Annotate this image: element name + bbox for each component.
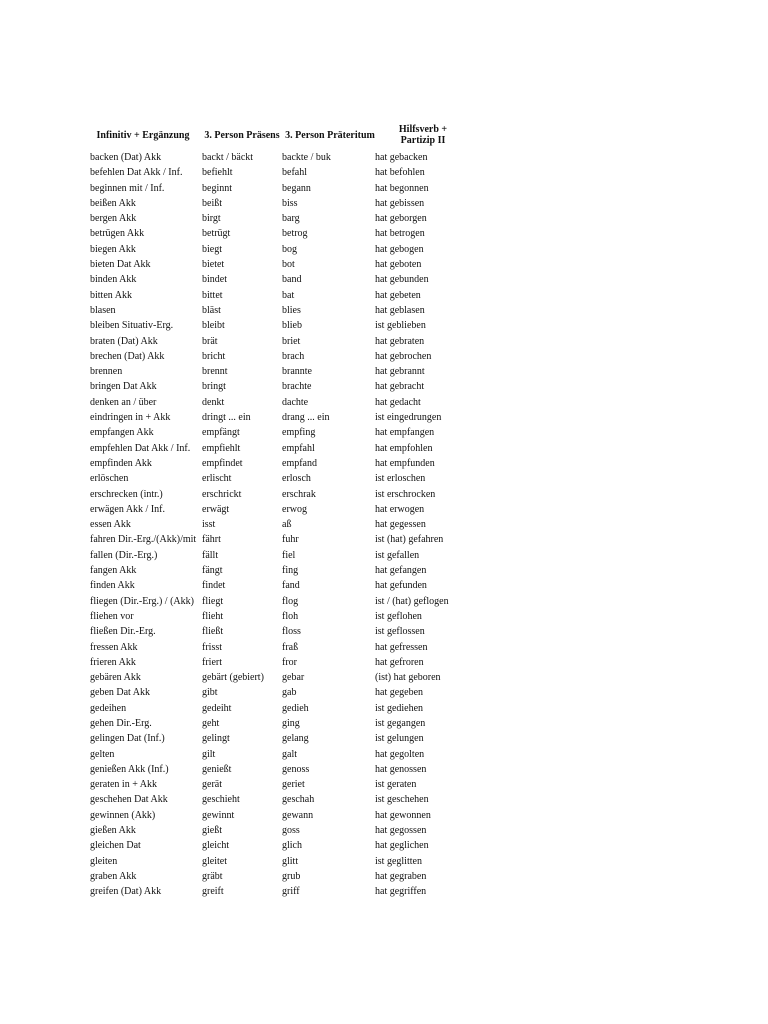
- infinitive-cell: bergen Akk: [90, 213, 137, 225]
- preterite-cell: flog: [282, 595, 299, 607]
- infinitive-cell: erlöschen: [90, 473, 129, 485]
- table-row: [90, 364, 490, 379]
- present-cell: denkt: [202, 396, 225, 408]
- infinitive-cell: befehlen Dat Akk / Inf.: [90, 167, 183, 179]
- table-row: [90, 609, 490, 624]
- preterite-cell: erlosch: [282, 473, 311, 485]
- participle-cell: hat geblasen: [375, 304, 425, 316]
- infinitive-cell: graben Akk: [90, 870, 137, 882]
- present-cell: bleibt: [202, 320, 225, 332]
- present-cell: gleitet: [202, 855, 227, 867]
- preterite-cell: blies: [282, 304, 301, 316]
- infinitive-cell: greifen (Dat) Akk: [90, 886, 162, 898]
- present-cell: bindet: [202, 274, 227, 286]
- preterite-cell: briet: [282, 335, 301, 347]
- table-row: [90, 487, 490, 502]
- table-row: [90, 685, 490, 700]
- participle-cell: ist geflohen: [375, 610, 422, 622]
- preterite-cell: bat: [282, 289, 295, 301]
- present-cell: geht: [202, 717, 220, 729]
- preterite-cell: floh: [282, 610, 299, 622]
- preterite-cell: galt: [282, 748, 297, 760]
- participle-cell: hat gefangen: [375, 565, 427, 577]
- infinitive-cell: fliehen vor: [90, 610, 134, 622]
- participle-cell: ist / (hat) geflogen: [375, 595, 449, 607]
- participle-cell: hat gebrannt: [375, 366, 425, 378]
- table-row: [90, 624, 490, 639]
- infinitive-cell: betrügen Akk: [90, 228, 145, 240]
- present-cell: gebärt (gebiert): [202, 672, 264, 684]
- present-cell: gräbt: [202, 870, 223, 882]
- participle-cell: hat empfangen: [375, 427, 435, 439]
- present-cell: dringt ... ein: [202, 412, 251, 424]
- table-row: [90, 578, 490, 593]
- participle-cell: hat gebraten: [375, 335, 425, 347]
- infinitive-cell: brennen: [90, 366, 123, 378]
- table-row: [90, 502, 490, 517]
- present-cell: empfiehlt: [202, 442, 241, 454]
- present-cell: beginnt: [202, 182, 232, 194]
- participle-cell: hat gefressen: [375, 641, 428, 653]
- preterite-cell: brach: [282, 350, 305, 362]
- preterite-cell: brachte: [282, 381, 312, 393]
- participle-cell: ist gefallen: [375, 549, 420, 561]
- table-row: [90, 854, 490, 869]
- participle-cell: hat gebunden: [375, 274, 429, 286]
- present-cell: empfindet: [202, 457, 243, 469]
- participle-cell: hat gebeten: [375, 289, 421, 301]
- present-cell: betrügt: [202, 228, 231, 240]
- participle-cell: hat geglichen: [375, 840, 429, 852]
- present-cell: biegt: [202, 243, 222, 255]
- verb-table-body: [90, 150, 490, 900]
- participle-cell: hat genossen: [375, 763, 427, 775]
- present-cell: flieht: [202, 610, 224, 622]
- preterite-cell: fraß: [282, 641, 299, 653]
- present-cell: genießt: [202, 763, 232, 775]
- preterite-cell: brannte: [282, 366, 312, 378]
- preterite-cell: dachte: [282, 396, 309, 408]
- table-row: [90, 226, 490, 241]
- participle-cell: (ist) hat geboren: [375, 672, 441, 684]
- present-cell: brät: [202, 335, 218, 347]
- table-row: [90, 792, 490, 807]
- preterite-cell: befahl: [282, 167, 307, 179]
- participle-cell: hat gefroren: [375, 656, 424, 668]
- participle-cell: hat geborgen: [375, 213, 427, 225]
- preterite-cell: bog: [282, 243, 297, 255]
- participle-cell: ist erschrocken: [375, 488, 436, 500]
- present-cell: gießt: [202, 825, 222, 837]
- preterite-cell: grub: [282, 870, 301, 882]
- preterite-cell: fand: [282, 580, 300, 592]
- infinitive-cell: fangen Akk: [90, 565, 137, 577]
- present-cell: fällt: [202, 549, 219, 561]
- table-row: [90, 670, 490, 685]
- preterite-cell: empfing: [282, 427, 316, 439]
- participle-cell: hat gebracht: [375, 381, 425, 393]
- present-cell: bittet: [202, 289, 223, 301]
- preterite-cell: barg: [282, 213, 300, 225]
- participle-cell: hat begonnen: [375, 182, 429, 194]
- present-cell: greift: [202, 886, 224, 898]
- present-cell: geschieht: [202, 794, 240, 806]
- table-row: [90, 701, 490, 716]
- infinitive-cell: gewinnen (Akk): [90, 809, 156, 821]
- header-infinitive: Infinitiv + Ergänzung: [96, 130, 190, 141]
- present-cell: bricht: [202, 350, 226, 362]
- participle-cell: hat gegeben: [375, 687, 424, 699]
- participle-cell: hat geboten: [375, 259, 422, 271]
- preterite-cell: backte / buk: [282, 152, 331, 163]
- infinitive-cell: geben Dat Akk: [90, 687, 150, 699]
- infinitive-cell: bieten Dat Akk: [90, 259, 151, 271]
- present-cell: gleicht: [202, 840, 230, 852]
- preterite-cell: blieb: [282, 320, 302, 332]
- preterite-cell: gebar: [282, 672, 305, 684]
- table-row: [90, 716, 490, 731]
- infinitive-cell: bringen Dat Akk: [90, 381, 157, 393]
- present-cell: bringt: [202, 381, 226, 393]
- infinitive-cell: beginnen mit / Inf.: [90, 182, 165, 194]
- infinitive-cell: fressen Akk: [90, 641, 138, 653]
- table-row: [90, 196, 490, 211]
- preterite-cell: bot: [282, 259, 295, 271]
- preterite-cell: band: [282, 274, 302, 286]
- header-present-3rd-person: 3. Person Präsens: [204, 130, 280, 141]
- table-row: [90, 303, 490, 318]
- table-row: [90, 777, 490, 792]
- table-row: [90, 425, 490, 440]
- table-row: [90, 349, 490, 364]
- preterite-cell: gedieh: [282, 702, 309, 714]
- participle-cell: hat gebrochen: [375, 350, 432, 362]
- participle-cell: hat gedacht: [375, 396, 421, 408]
- preterite-cell: erschrak: [282, 488, 316, 500]
- participle-cell: hat gefunden: [375, 580, 427, 592]
- infinitive-cell: fliegen (Dir.-Erg.) / (Akk): [90, 595, 194, 607]
- table-row: [90, 762, 490, 777]
- infinitive-cell: gedeihen: [90, 702, 127, 714]
- participle-cell: ist eingedrungen: [375, 412, 442, 424]
- header-auxiliary-line1: Hilfsverb +: [398, 124, 448, 135]
- present-cell: fährt: [202, 534, 221, 546]
- table-row: [90, 563, 490, 578]
- participle-cell: hat gegessen: [375, 519, 426, 531]
- participle-cell: ist geblieben: [375, 320, 426, 332]
- preterite-cell: begann: [282, 182, 311, 194]
- table-row: [90, 731, 490, 746]
- table-row: [90, 747, 490, 762]
- present-cell: erschrickt: [202, 488, 242, 500]
- table-row: [90, 181, 490, 196]
- participle-cell: hat gegossen: [375, 825, 427, 837]
- header-auxiliary-line2: Partizip II: [400, 135, 446, 146]
- infinitive-cell: braten (Dat) Akk: [90, 335, 158, 347]
- table-row: [90, 548, 490, 563]
- preterite-cell: gelang: [282, 733, 309, 745]
- header-preterite-3rd-person: 3. Person Präteritum: [285, 130, 375, 141]
- participle-cell: hat gewonnen: [375, 809, 431, 821]
- table-row: [90, 823, 490, 838]
- present-cell: bietet: [202, 259, 225, 271]
- preterite-cell: fing: [282, 565, 299, 577]
- preterite-cell: fror: [282, 656, 297, 668]
- participle-cell: hat gegriffen: [375, 886, 427, 898]
- infinitive-cell: gleichen Dat: [90, 840, 141, 852]
- table-row: [90, 257, 490, 272]
- table-row: [90, 165, 490, 180]
- preterite-cell: glich: [282, 840, 302, 852]
- participle-cell: ist (hat) gefahren: [375, 534, 444, 546]
- participle-cell: hat gebissen: [375, 197, 425, 209]
- infinitive-cell: bleiben Situativ-Erg.: [90, 320, 174, 332]
- preterite-cell: goss: [282, 825, 300, 837]
- infinitive-cell: bitten Akk: [90, 289, 132, 301]
- present-cell: bläst: [202, 304, 221, 316]
- present-cell: gewinnt: [202, 809, 235, 821]
- present-cell: friert: [202, 656, 222, 668]
- infinitive-cell: brechen (Dat) Akk: [90, 350, 165, 362]
- participle-cell: hat gebacken: [375, 152, 428, 163]
- present-cell: brennt: [202, 366, 228, 378]
- present-cell: beißt: [202, 197, 222, 209]
- infinitive-cell: blasen: [90, 304, 116, 316]
- infinitive-cell: erwägen Akk / Inf.: [90, 503, 165, 515]
- infinitive-cell: geschehen Dat Akk: [90, 794, 168, 806]
- preterite-cell: ging: [282, 717, 300, 729]
- table-row: [90, 884, 490, 899]
- present-cell: gilt: [202, 748, 216, 760]
- infinitive-cell: genießen Akk (Inf.): [90, 763, 169, 775]
- infinitive-cell: empfangen Akk: [90, 427, 154, 439]
- infinitive-cell: fallen (Dir.-Erg.): [90, 549, 158, 561]
- present-cell: frisst: [202, 641, 222, 653]
- participle-cell: ist geraten: [375, 779, 417, 791]
- preterite-cell: geschah: [282, 794, 315, 806]
- infinitive-cell: beißen Akk: [90, 197, 136, 209]
- infinitive-cell: gleiten: [90, 855, 118, 867]
- participle-cell: hat erwogen: [375, 503, 425, 515]
- present-cell: gedeiht: [202, 702, 232, 714]
- table-row: [90, 211, 490, 226]
- preterite-cell: betrog: [282, 228, 308, 240]
- table-row: [90, 441, 490, 456]
- table-row: [90, 150, 490, 165]
- table-row: [90, 640, 490, 655]
- preterite-cell: empfahl: [282, 442, 315, 454]
- table-row: [90, 594, 490, 609]
- preterite-cell: fuhr: [282, 534, 299, 546]
- participle-cell: ist gegangen: [375, 717, 426, 729]
- preterite-cell: drang ... ein: [282, 412, 330, 424]
- present-cell: befiehlt: [202, 167, 233, 179]
- participle-cell: hat empfunden: [375, 457, 435, 469]
- table-row: [90, 395, 490, 410]
- infinitive-cell: denken an / über: [90, 396, 157, 408]
- table-row: [90, 272, 490, 287]
- participle-cell: ist erloschen: [375, 473, 426, 485]
- preterite-cell: fiel: [282, 549, 296, 561]
- present-cell: erwägt: [202, 503, 230, 515]
- infinitive-cell: biegen Akk: [90, 243, 136, 255]
- infinitive-cell: essen Akk: [90, 519, 131, 531]
- table-row: [90, 288, 490, 303]
- header-auxiliary-participle: [376, 124, 470, 146]
- present-cell: birgt: [202, 213, 221, 225]
- infinitive-cell: fahren Dir.-Erg./(Akk)/mit: [90, 534, 197, 546]
- infinitive-cell: binden Akk: [90, 274, 137, 286]
- table-row: [90, 456, 490, 471]
- table-row: [90, 471, 490, 486]
- infinitive-cell: backen (Dat) Akk: [90, 152, 162, 163]
- table-row: [90, 655, 490, 670]
- preterite-cell: gewann: [282, 809, 314, 821]
- present-cell: backt / bäckt: [202, 152, 254, 163]
- present-cell: gerät: [202, 779, 222, 791]
- present-cell: findet: [202, 580, 226, 592]
- present-cell: gibt: [202, 687, 218, 699]
- participle-cell: hat gebogen: [375, 243, 424, 255]
- table-row: [90, 517, 490, 532]
- infinitive-cell: gießen Akk: [90, 825, 136, 837]
- infinitive-cell: eindringen in + Akk: [90, 412, 171, 424]
- infinitive-cell: geraten in + Akk: [90, 779, 158, 791]
- infinitive-cell: empfinden Akk: [90, 457, 152, 469]
- preterite-cell: griff: [282, 886, 300, 898]
- participle-cell: ist geflossen: [375, 626, 425, 638]
- present-cell: empfängt: [202, 427, 240, 439]
- infinitive-cell: gelingen Dat (Inf.): [90, 733, 165, 745]
- participle-cell: ist gelungen: [375, 733, 424, 745]
- table-row: [90, 869, 490, 884]
- infinitive-cell: fließen Dir.-Erg.: [90, 626, 156, 638]
- present-cell: erlischt: [202, 473, 232, 485]
- present-cell: gelingt: [202, 733, 230, 745]
- preterite-cell: gab: [282, 687, 297, 699]
- preterite-cell: aß: [282, 519, 292, 531]
- participle-cell: hat empfohlen: [375, 442, 433, 454]
- table-row: [90, 334, 490, 349]
- preterite-cell: erwog: [282, 503, 307, 515]
- table-row: [90, 532, 490, 547]
- participle-cell: ist gediehen: [375, 702, 424, 714]
- present-cell: fließt: [202, 626, 224, 638]
- preterite-cell: biss: [282, 197, 298, 209]
- infinitive-cell: gelten: [90, 748, 115, 760]
- present-cell: fliegt: [202, 595, 224, 607]
- table-row: [90, 410, 490, 425]
- infinitive-cell: gebären Akk: [90, 672, 141, 684]
- preterite-cell: geriet: [282, 779, 305, 791]
- participle-cell: hat gegolten: [375, 748, 425, 760]
- infinitive-cell: empfehlen Dat Akk / Inf.: [90, 442, 191, 454]
- table-row: [90, 838, 490, 853]
- infinitive-cell: erschrecken (intr.): [90, 488, 163, 500]
- participle-cell: hat befohlen: [375, 167, 425, 179]
- infinitive-cell: frieren Akk: [90, 656, 136, 668]
- participle-cell: ist geschehen: [375, 794, 429, 806]
- table-row: [90, 318, 490, 333]
- present-cell: isst: [202, 519, 216, 531]
- participle-cell: ist geglitten: [375, 855, 422, 867]
- infinitive-cell: gehen Dir.-Erg.: [90, 717, 152, 729]
- preterite-cell: empfand: [282, 457, 317, 469]
- table-row: [90, 808, 490, 823]
- participle-cell: hat gegraben: [375, 870, 427, 882]
- infinitive-cell: finden Akk: [90, 580, 135, 592]
- table-row: [90, 379, 490, 394]
- present-cell: fängt: [202, 565, 223, 577]
- preterite-cell: genoss: [282, 763, 310, 775]
- table-row: [90, 242, 490, 257]
- preterite-cell: glitt: [282, 855, 299, 867]
- preterite-cell: floss: [282, 626, 301, 638]
- participle-cell: hat betrogen: [375, 228, 425, 240]
